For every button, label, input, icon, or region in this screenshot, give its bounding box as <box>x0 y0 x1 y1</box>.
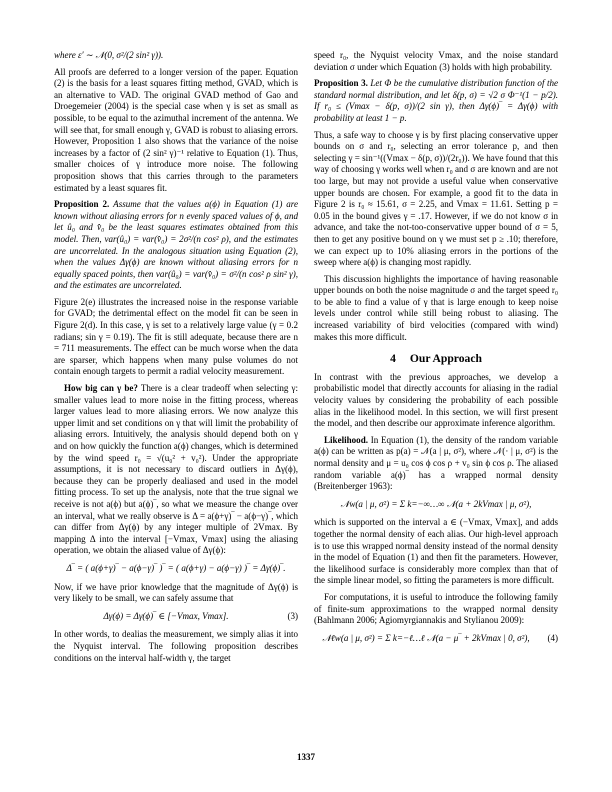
proposition-2 <box>54 199 298 292</box>
equation-wrapped-normal-body: 𝒩w(a | μ, σ²) = Σ k=−∞…∞ 𝒩(a + 2kVmax | μ, σ²), <box>340 498 532 509</box>
where-line: where ε′ ∼ 𝒩(0, σ²/(2 sin² γ)). <box>54 50 164 60</box>
proposition-2-text: Assume that the values a(ϕ) in Equation (1) are known without aliasing errors for n evenly spaced values of ϕ, and let û₀ and v̂₀ be the least squares estimates obtained from this model. Then, var(û₀) = var(v̂₀) = 2σ²/(n cos² ρ), and the estimates are uncorrelated. In the analogous situation using Equation (2), when the values Δγ(ϕ) are known without aliasing errors for n equally spaced points, then var(û₀) = var(v̂₀) = σ²/(n cos² ρ sin² γ), and the estimates are uncorrelated. <box>54 199 298 291</box>
paragraph-contrast: In contrast with the previous approaches, we develop a probabilistic model that directly accounts for aliasing in the radial velocity values by considering the probability of each possible alias in the likelihood model. In this section, we will first present the model, and then describe our approximate inference algorithm. <box>314 371 558 429</box>
paragraph-fig2e: Figure 2(e) illustrates the increased noise in the response variable for GVAD; the detrimental effect on the model fit can be seen in Figure 2(d). In this case, γ is set to a relatively large value (γ = 0.2 radians; sin γ = 0.19). The fit is still adequate, because there are n = 711 measurements. The effect can be much worse when the data are sparser, which happens when many pulse volumes do not contain enough targets to permit a radial velocity measurement. <box>54 296 298 377</box>
paragraph-support: which is supported on the interval a ∈ (−Vmax, Vmax], and adds together the normal density of each alias. Our high-level approach is to use this wrapped normal density instead of the normal density in the model of Equation (1) and then fit the parameters. However, the likelihood surface is considerably more complex than that of the simple linear model, so fitting the parameters is more difficult. <box>314 517 558 586</box>
equation-3-body: Δγ(ϕ) = Δγ(ϕ)‾ ∈ [−Vmax, Vmax]. <box>103 610 229 621</box>
how-big-heading: How big can γ be? <box>64 383 138 394</box>
likelihood-heading: Likelihood. <box>324 434 368 445</box>
paragraph-other-words: In other words, to dealias the measurement, we simply alias it into the Nyquist interval. The following proposition describes conditions on the interval half-width γ, the target <box>54 629 298 663</box>
how-big-text: There is a clear tradeoff when selecting γ: smaller values lead to more noise in the fitting process, whereas larger values lead to more aliasing errors. We now analyze this upper limit and set conditions on γ that will limit the probability of aliasing errors. Intuitively, the analysis should depend both on γ and on how quickly the function a(ϕ) changes, which is determined by the wind speed r₀ = √(u₀² + v₀²). Under the appropriate assumptions, it is not necessary to discard outliers in Δγ(ϕ), because they can be properly dealiased and used in the model fitting process. To set up the analysis, note that the true signal we receive is not a(ϕ) but a(ϕ)‾, so what we measure the change over an interval, what we really observe is Δ = a(ϕ+γ)‾ − a(ϕ−γ)‾, which can differ from Δγ(ϕ) by any integer multiple of 2Vmax. By mapping Δ into the interval [−Vmax, Vmax] using the aliasing operation, we obtain the aliased value of Δγ(ϕ): <box>54 383 298 556</box>
page-number: 1337 <box>297 752 315 762</box>
equation-3 <box>54 611 298 623</box>
equation-4 <box>314 633 558 645</box>
section-title: Our Approach <box>409 352 482 366</box>
equation-4-number: (4) <box>547 632 558 643</box>
equation-aliased-delta <box>54 563 298 575</box>
paragraph-discussion: This discussion highlights the importance of having reasonable upper bounds on both the noise magnitude σ and the target speed r₀ to be able to find a value of γ that is large enough to keep noise levels under control while still being robust to aliasing. The increased variability of bird velocities (compared with wind) makes this more difficult. <box>314 273 558 342</box>
equation-wrapped-normal <box>314 499 558 511</box>
paragraph-likelihood <box>314 435 558 493</box>
equation-4-body: 𝒩ℓw(a | μ, σ²) = Σ k=−ℓ…ℓ 𝒩(a − μ‾ + 2kVmax | 0, σ²), <box>322 632 530 643</box>
proposition-3-text: Let Φ be the cumulative distribution function of the standard normal distribution, and let δ(p, σ) = √2 σ Φ⁻¹(1 − p/2). If r₀ ≤ (Vmax − δ(p, σ))/(2 sin γ), then Δγ(ϕ)‾ = Δγ(ϕ) with probability at least 1 − p. <box>314 78 558 123</box>
section-number: 4 <box>390 352 396 366</box>
paragraph-safe-way: Thus, a safe way to choose γ is by first placing conservative upper bounds on σ and r₀, selecting an error tolerance p, and then selecting γ = sin⁻¹((Vmax − δ(p, σ))/(2r₀)). We have found that this way of choosing γ works well when r₀ and σ are known and are not too large, but may not provide a useful value when conservative upper bounds are chosen. For example, a good fit to the data in Figure 2 is r₀ ≈ 15.61, σ = 2.25, and Vmax = 11.61. Setting p = 0.05 in the bound gives γ = .17. However, if we do not know σ in advance, and take the not-too-conservative upper bound of σ = 5, then to get any positive bound on γ we must set p ≥ .10; therefore, we can expect up to 10% aliasing errors in the portions of the sweep where a(ϕ) is changing most rapidly. <box>314 129 558 268</box>
paragraph-proofs: All proofs are deferred to a longer version of the paper. Equation (2) is the basis for a least squares fitting method, GVAD, which is an alternative to VAD. The original GVAD method of Gao and Droegemeier (2004) is the special case when γ is set as small as possible, to be equal to the azimuthal increment of the antenna. We will see that, for small enough γ, GVAD is robust to aliasing errors. However, Proposition 1 also shows that the variance of the noise increases by a factor of (2 sin² γ)⁻¹ relative to Equation (1). Thus, smaller choices of γ introduce more noise. The following proposition shows that this carries through to the parameters estimated by a least squares fit. <box>54 66 298 193</box>
proposition-3 <box>314 78 558 124</box>
left-column <box>54 50 298 669</box>
right-column <box>314 50 558 651</box>
paragraph-how-big <box>54 383 298 557</box>
section-heading <box>314 353 558 365</box>
paragraph-now: Now, if we have prior knowledge that the magnitude of Δγ(ϕ) is very likely to be small, we can safely assume that <box>54 581 298 604</box>
proposition-3-label: Proposition 3. <box>314 78 368 89</box>
likelihood-text: In Equation (1), the density of the random variable a(ϕ) can be written as p(a) = 𝒩(a | μ, σ²), where 𝒩(· | μ, σ²) is the normal density and μ = u₀ cos ϕ cos ρ + v₀ sin ϕ cos ρ. The aliased random variable a(ϕ)‾ has a wrapped normal density (Breitenberger 1963): <box>314 434 558 492</box>
equation-3-number: (3) <box>287 610 298 621</box>
paragraph-speed: speed r₀, the Nyquist velocity Vmax, and the noise standard deviation σ under which Equation (3) holds with high probability. <box>314 50 558 72</box>
equation-aliased-delta-body: Δ‾ = ( a(ϕ+γ)‾ − a(ϕ−γ)‾ )‾ = ( a(ϕ+γ) − a(ϕ−γ) )‾ = Δγ(ϕ)‾. <box>66 562 286 573</box>
proposition-2-label: Proposition 2. <box>54 199 110 210</box>
paragraph-computations: For computations, it is useful to introduce the following family of finite-sum approximations to the wrapped normal density (Bahlmann 2006; Agiomyrgiannakis and Stylianou 2009): <box>314 591 558 626</box>
